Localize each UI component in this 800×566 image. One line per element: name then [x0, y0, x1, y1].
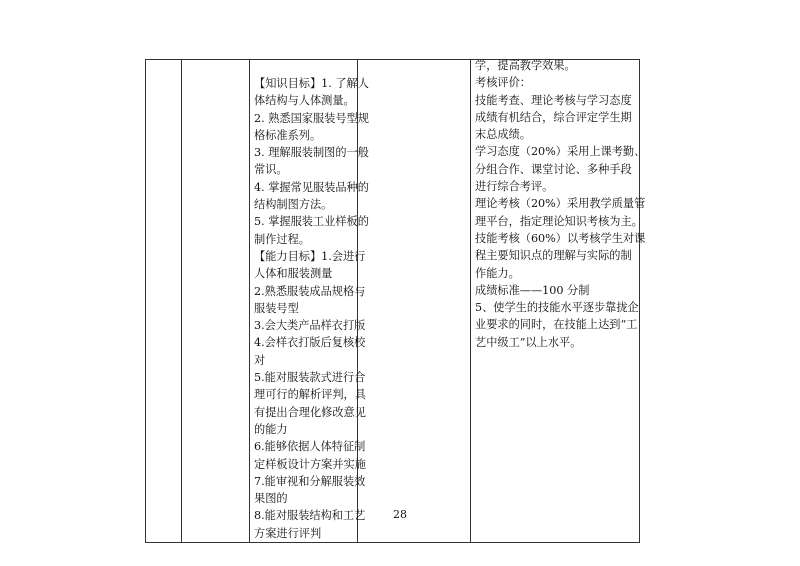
- text-line: 【能力目标】1.会进行: [254, 249, 366, 263]
- text-line: 【知识目标】1. 了解人: [254, 77, 369, 90]
- text-line: 业要求的同时，在技能上达到“工: [475, 318, 638, 332]
- text-line: 有提出合理化修改意见: [254, 405, 366, 419]
- empty-cell-1: [146, 60, 182, 543]
- text-line: 末总成绩。: [475, 128, 531, 142]
- text-line: 成绩有机结合，综合评定学生期: [475, 110, 632, 124]
- text-line: 定样板设计方案并实施: [254, 457, 366, 471]
- text-line: 理论考核（20%）采用教学质量管: [475, 197, 646, 211]
- text-line: 4.会样衣打版后复核校: [254, 336, 366, 350]
- text-line: 人体和服装测量: [254, 267, 333, 281]
- empty-cell-4: [358, 60, 471, 543]
- text-line: 常识。: [254, 163, 288, 177]
- text-line: 5. 掌握服装工业样板的: [254, 215, 369, 229]
- text-line: 服装号型: [254, 301, 299, 315]
- text-line: 技能考查、理论考核与学习态度: [475, 93, 632, 107]
- assessment-text: [471, 57, 646, 351]
- text-line: 对: [254, 353, 266, 367]
- objectives-cell: [250, 60, 369, 543]
- course-table: [145, 59, 646, 543]
- text-line: 方案进行评判: [254, 526, 322, 540]
- text-line: 分组合作、课堂讨论、多种手段: [475, 162, 632, 176]
- text-line: 6.能够依据人体特征制: [254, 440, 366, 454]
- text-line: 的能力: [254, 422, 288, 436]
- text-line: 进行综合考评。: [475, 180, 554, 194]
- text-line: 理平台，指定理论知识考核为主。: [475, 214, 643, 228]
- text-line: 2.熟悉服装成品规格与: [254, 284, 366, 298]
- table-row: [146, 60, 640, 543]
- text-line: 4. 掌握常见服装品种的: [254, 180, 369, 194]
- empty-cell-2: [182, 60, 250, 543]
- text-line: 8.能对服装结构和工艺: [254, 509, 366, 523]
- text-line: 结构制图方法。: [254, 198, 333, 212]
- text-line: 7.能审视和分解服装效: [254, 474, 366, 488]
- text-line: 制作过程。: [254, 232, 310, 246]
- text-line: 5.能对服装款式进行合: [254, 371, 366, 385]
- text-line: 技能考核（60%）以考核学生对课: [475, 231, 646, 245]
- text-line: 果图的: [254, 492, 288, 506]
- text-line: 艺中级工”以上水平。: [475, 335, 582, 349]
- text-line: 成绩标准——100 分制: [475, 283, 590, 297]
- text-line: 体结构与人体测量。: [254, 94, 355, 108]
- text-line: 3.会大类产品样衣打版: [254, 319, 366, 333]
- text-line: 程主要知识点的理解与实际的制: [475, 249, 632, 263]
- text-line: 学，提高教学效果。: [475, 59, 576, 72]
- text-line: 5、使学生的技能水平逐步靠拢企: [475, 301, 639, 315]
- assessment-cell: [471, 59, 646, 543]
- text-line: 2. 熟悉国家服装号型规: [254, 111, 369, 125]
- text-line: 考核评价：: [475, 76, 531, 90]
- text-line: 学习态度（20%）采用上课考勤、: [475, 145, 646, 159]
- objectives-text: [250, 60, 369, 542]
- text-line: 作能力。: [475, 266, 520, 280]
- page-number: 28: [393, 508, 407, 521]
- text-line: 格标准系列。: [254, 128, 322, 142]
- text-line: 理可行的解析评判，具: [254, 388, 366, 402]
- text-line: 3. 理解服装制图的一般: [254, 146, 369, 160]
